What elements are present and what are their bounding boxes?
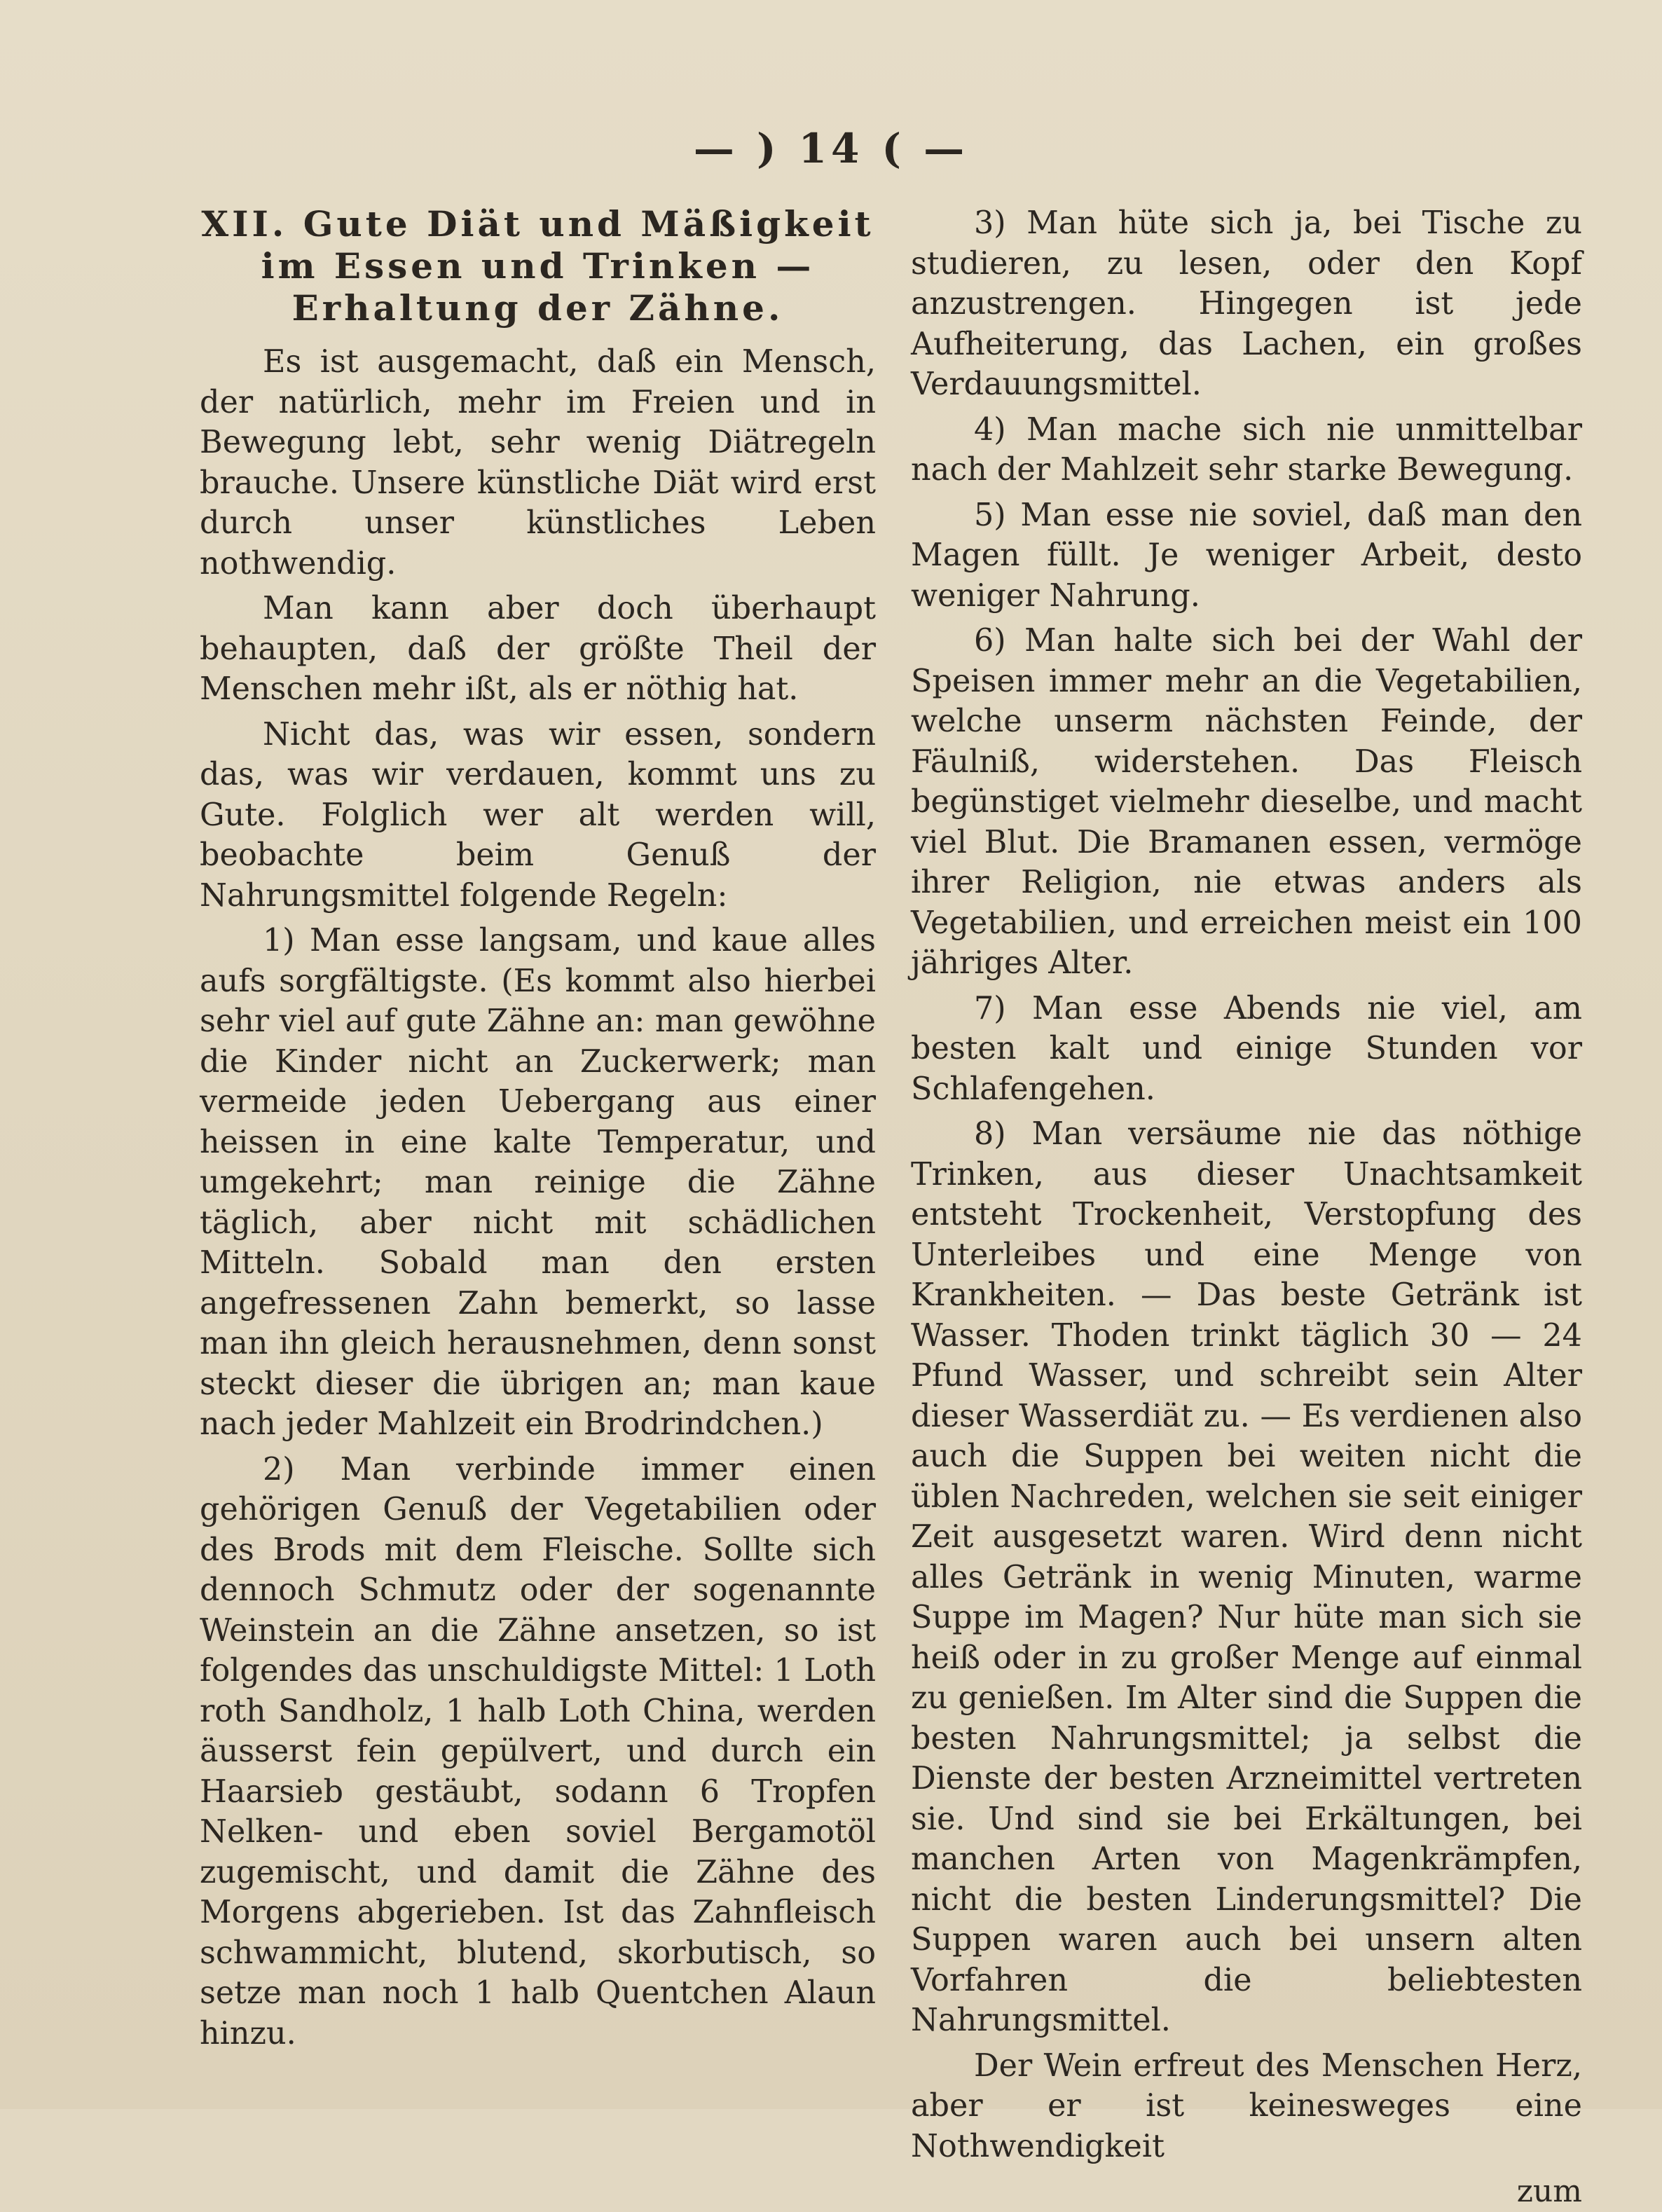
- paragraph: Es ist ausgemacht, daß ein Mensch, der natürlich, mehr im Freien und in Bewegung lebt, sehr wenig Diätregeln brauche. Unsere künstliche Diät wird erst durch unser künstliches Leben nothwendig.: [200, 344, 876, 582]
- paragraph: Der Wein erfreut des Menschen Herz, aber er ist keinesweges eine Nothwendigkeit: [911, 2047, 1582, 2164]
- rule-4: 4) Man mache sich nie unmittelbar nach der Mahlzeit sehr starke Bewegung.: [911, 411, 1582, 488]
- rule-6: 6) Man halte sich bei der Wahl der Speisen immer mehr an die Vegetabilien, welche unserm nächsten Feinde, der Fäulniß, widerstehen. Das Fleisch begünstiget vielmehr dieselbe, und macht viel Blut. Die Bramanen essen, vermöge ihrer Religion, nie etwas anders als Vegetabilien, und erreichen meist ein 100 jähriges Alter.: [911, 623, 1582, 981]
- right-column: [911, 203, 1582, 2212]
- section-title: XII. Gute Diät und Mäßigkeit im Essen und Trinken — Erhaltung der Zähne.: [201, 203, 874, 329]
- rule-1: 1) Man esse langsam, und kaue alles aufs sorgfältigste. (Es kommt also hierbei sehr viel auf gute Zähne an: man gewöhne die Kinder nicht an Zuckerwerk; man vermeide jeden Uebergang aus einer heissen in eine kalte Temperatur, und umgekehrt; man reinige die Zähne täglich, aber nicht mit schädlichen Mitteln. Sobald man den ersten angefressenen Zahn bemerkt, so lasse man ihn gleich herausnehmen, denn sonst steckt dieser die übrigen an; man kaue nach jeder Mahlzeit ein Brodrindchen.): [200, 923, 876, 1442]
- rule-8: 8) Man versäume nie das nöthige Trinken, aus dieser Unachtsamkeit entsteht Trockenheit, Verstopfung des Unterleibes und eine Menge von Krankheiten. — Das beste Getränk ist Wasser. Thoden trinkt täglich 30 — 24 Pfund Wasser, und schreibt sein Alter dieser Wasserdiät zu. — Es verdienen also auch die Suppen bei weiten nicht die üblen Nachreden, welchen sie seit einiger Zeit ausgesetzt waren. Wird denn nicht alles Getränk in wenig Minuten, warme Suppe im Magen? Nur hüte man sich sie heiß oder in zu großer Menge auf einmal zu genießen. Im Alter sind die Suppen die besten Nahrungsmittel; ja selbst die Dienste der besten Arzneimittel vertreten sie. Und sind sie bei Erkältungen, bei manchen Arten von Magenkrämpfen, nicht die besten Linderungsmittel? Die Suppen waren auch bei unsern alten Vorfahren die beliebtesten Nahrungsmittel.: [911, 1116, 1582, 2038]
- rule-5: 5) Man esse nie soviel, daß man den Magen füllt. Je weniger Arbeit, desto weniger Nahrung.: [911, 497, 1582, 614]
- rule-2: 2) Man verbinde immer einen gehörigen Genuß der Vegetabilien oder des Brods mit dem Fleische. Sollte sich dennoch Schmutz oder der sogenannte Weinstein an die Zähne ansetzen, so ist folgendes das unschuldigste Mittel: 1 Loth roth Sandholz, 1 halb Loth China, werden äusserst fein gepülvert, und durch ein Haarsieb gestäubt, sodann 6 Tropfen Nelken- und eben soviel Bergamotöl zugemischt, und damit die Zähne des Morgens abgerieben. Ist das Zahnfleisch schwammicht, blutend, skorbutisch, so setze man noch 1 halb Quentchen Alaun hinzu.: [200, 1451, 876, 2052]
- paragraph: Man kann aber doch überhaupt behaupten, daß der größte Theil der Menschen mehr ißt, als er nöthig hat.: [200, 591, 876, 707]
- paragraph: Nicht das, was wir essen, sondern das, was wir verdauen, kommt uns zu Gute. Folglich wer alt werden will, beobachte beim Genuß der Nahrungsmittel folgende Regeln:: [200, 716, 876, 914]
- catchword: zum: [1516, 2173, 1582, 2209]
- left-column: [200, 203, 876, 2059]
- page-header: — ) 14 ( —: [693, 125, 969, 172]
- rule-3: 3) Man hüte sich ja, bei Tische zu studieren, zu lesen, oder den Kopf anzustrengen. Hingegen ist jede Aufheiterung, das Lachen, ein großes Verdauungsmittel.: [911, 205, 1582, 402]
- rule-7: 7) Man esse Abends nie viel, am besten kalt und einige Stunden vor Schlafengehen.: [911, 990, 1582, 1107]
